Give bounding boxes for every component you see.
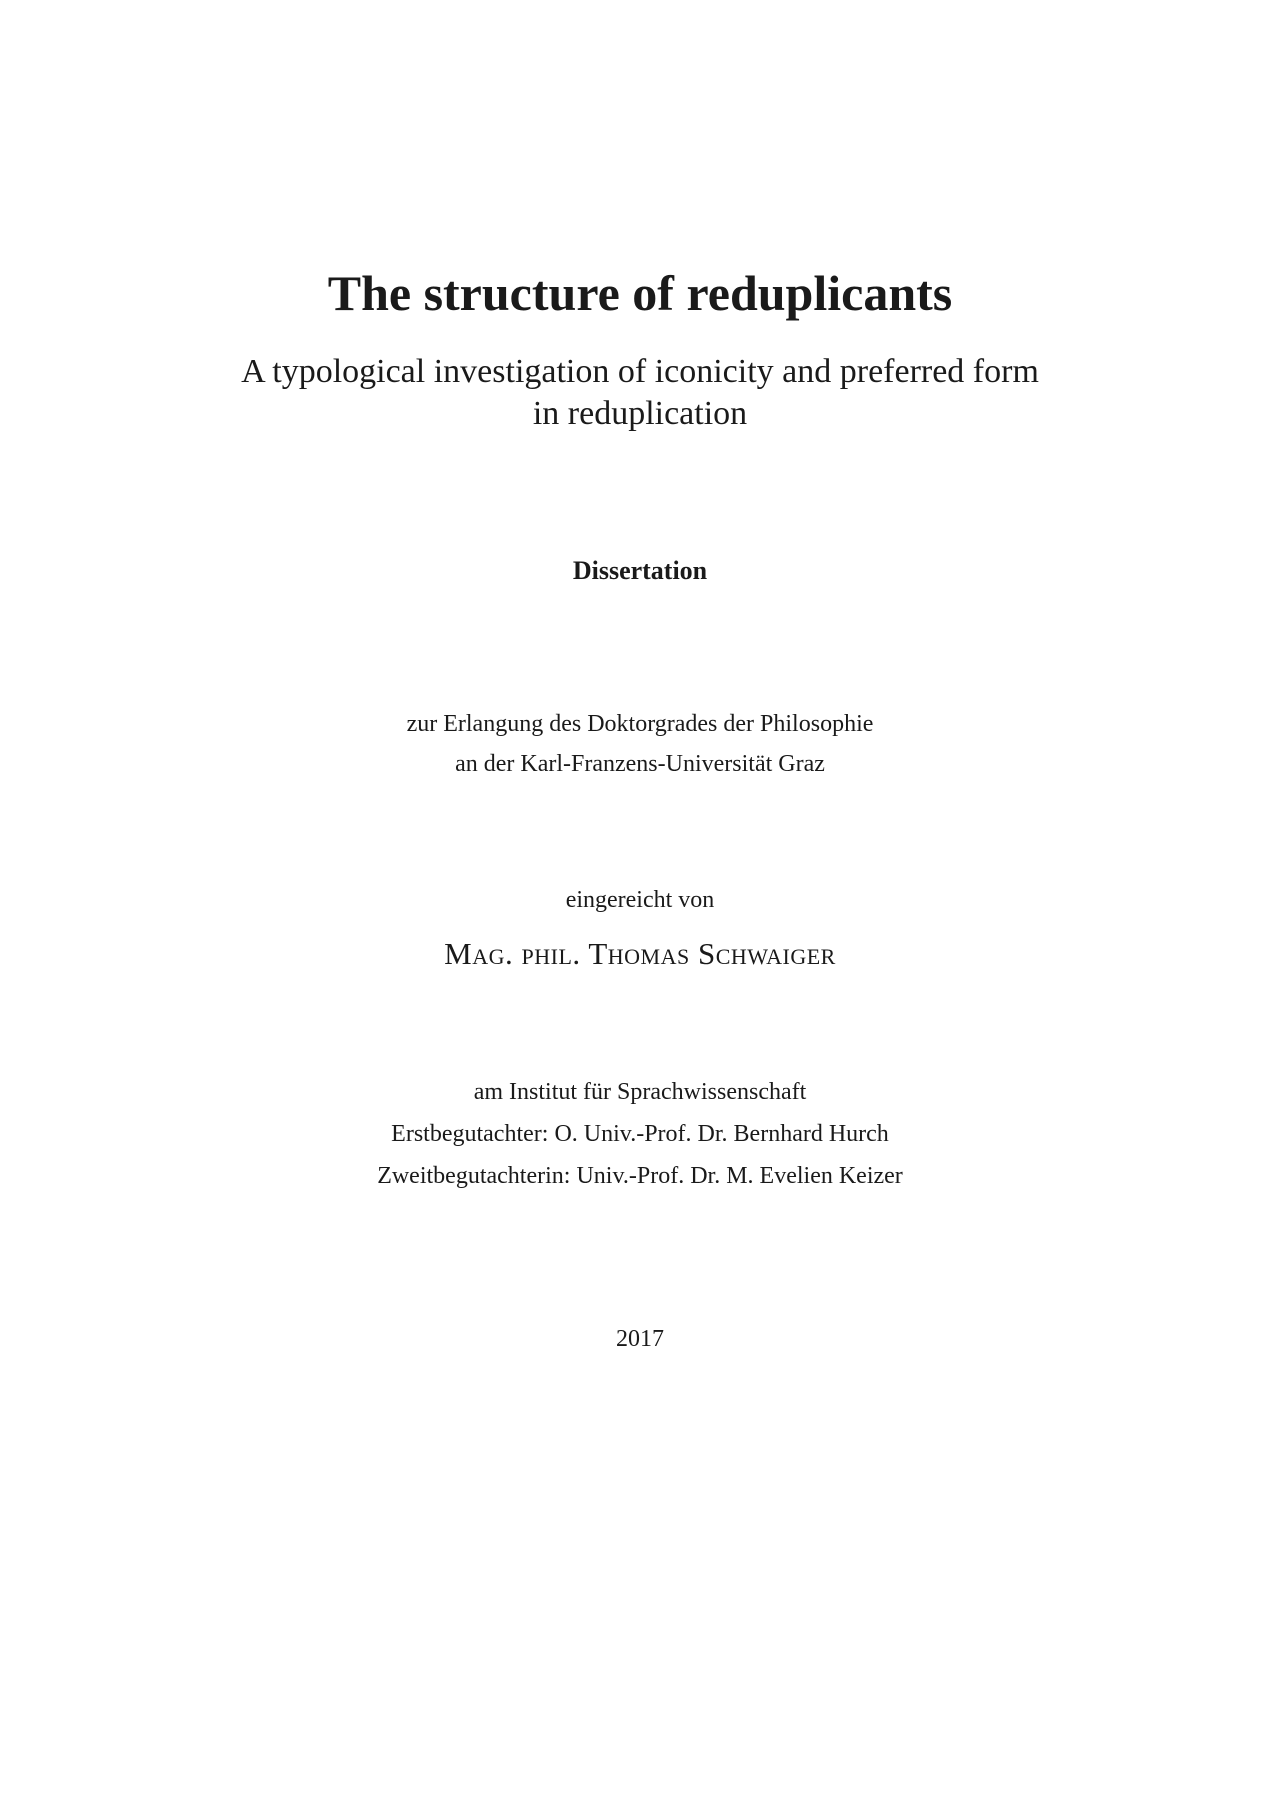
degree-purpose-line-2: an der Karl-Franzens-Universität Graz [455,751,825,777]
institute: am Institut für Sprachwissenschaft [473,1079,807,1105]
document-subtitle-line-1: A typological investigation of iconicity and preferred form [241,353,1039,390]
second-reviewer: Zweitbegutachterin: Univ.-Prof. Dr. M. Evelien Keizer [377,1163,903,1189]
submitted-by-label: eingereicht von [565,887,715,913]
degree-purpose-line-1: zur Erlangung des Doktorgrades der Philosophie [406,711,874,737]
author-name: Mag. phil. Thomas Schwaiger [444,936,836,971]
year: 2017 [616,1326,664,1352]
first-reviewer: Erstbegutachter: O. Univ.-Prof. Dr. Bernhard Hurch [391,1121,889,1147]
document-subtitle-line-2: in reduplication [532,395,748,432]
document-type: Dissertation [572,556,708,585]
document-title: The structure of reduplicants [327,265,953,321]
